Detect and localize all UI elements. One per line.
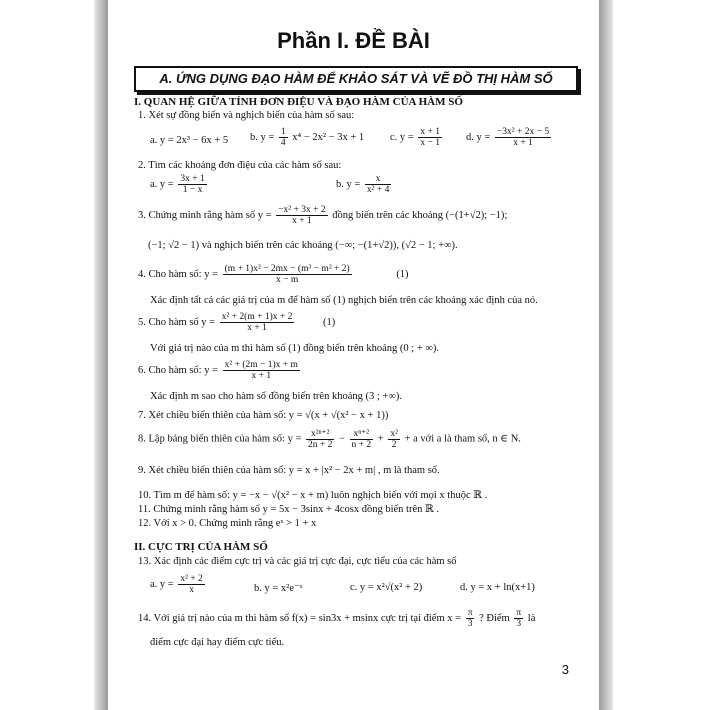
denominator: 3 (516, 619, 522, 629)
exercise-9: 9. Xét chiều biến thiên của hàm số: y = x + |x² − 2x + m| , m là tham số. (138, 465, 440, 476)
exercise-1c-prefix: c. y = (390, 131, 414, 143)
denominator: x² + 4 (366, 185, 390, 195)
numerator: x² (390, 428, 398, 439)
numerator: (m + 1)x² − 2mx − (m³ − m² + 2) (224, 264, 350, 274)
exercise-13a (150, 574, 207, 595)
numerator: x² + (2m − 1)x + m (224, 360, 298, 370)
exercise-3-rest: đồng biến trên các khoảng (−(1+√2); −1); (332, 209, 508, 221)
exercise-5-fraction (220, 312, 295, 333)
exercise-8-fraction-3 (388, 429, 400, 450)
exercise-2a-fraction (178, 174, 206, 195)
exercise-8-prefix: 8. Lập bảng biến thiên của hàm số: y = (138, 433, 302, 445)
heading-extrema: II. CỰC TRỊ CỦA HÀM SỐ (134, 541, 268, 553)
exercise-2b-prefix: b. y = (336, 178, 361, 190)
numerator: 3x + 1 (180, 174, 205, 184)
exercise-13a-fraction (178, 574, 204, 595)
exercise-1: 1. Xét sự đồng biến và nghịch biến của hàm số sau: (138, 110, 355, 121)
exercise-8 (138, 428, 521, 450)
numerator: x² + 2(m + 1)x + 2 (221, 312, 293, 322)
minus-sign: − (339, 433, 345, 445)
exercise-1b (250, 127, 364, 148)
denominator: x − m (276, 275, 299, 285)
exercise-7: 7. Xét chiều biến thiên của hàm số: y = √(x + √(x² − x + 1)) (138, 410, 389, 421)
exercise-14-prefix: 14. Với giá trị nào của m thì hàm số f(x) = sin3x + msinx cực trị tại điểm x = (138, 612, 462, 624)
denominator: 2 (391, 439, 397, 450)
numerator: 1 (280, 127, 286, 137)
exercise-1b-fraction (279, 127, 288, 148)
numerator: −x² + 3x + 2 (278, 205, 326, 215)
exercise-2b (336, 174, 393, 195)
denominator: x + 1 (247, 323, 267, 333)
exercise-4-tag: (1) (396, 268, 409, 280)
exercise-8-fraction-1 (306, 428, 334, 450)
exercise-3-fraction (276, 205, 327, 226)
exercise-11: 11. Chứng minh rằng hàm số y = 5x − 3sinx + 4cosx đồng biến trên ℝ . (138, 504, 439, 515)
part-title: Phần I. ĐỀ BÀI (277, 28, 430, 53)
page-shadow-right (599, 0, 613, 710)
denominator: x (189, 585, 194, 595)
denominator: n + 2 (351, 440, 372, 450)
numerator: x²ⁿ⁺² (306, 428, 334, 440)
exercise-14-rest: là (527, 612, 536, 624)
exercise-14-line2: điểm cực đại hay điểm cực tiểu. (150, 637, 285, 648)
exercise-5-tag: (1) (322, 316, 336, 328)
denominator: 2n + 2 (308, 440, 333, 450)
exercise-14-fraction-1 (466, 608, 475, 629)
exercise-13b: b. y = x²e⁻ˣ (254, 583, 303, 594)
page-number: 3 (561, 662, 569, 677)
exercise-6-fraction (223, 360, 300, 381)
denominator: x + 1 (292, 216, 312, 226)
exercise-4-line2: Xác định tất cả các giá trị của m để hàm số (1) nghịch biến trên các khoảng xác định của nó. (150, 295, 538, 306)
exercise-6 (138, 360, 302, 381)
exercise-3-line2: (−1; √2 − 1) và nghịch biến trên các khoảng (−∞; −(1+√2)), (√2 − 1; +∞). (148, 240, 458, 251)
exercise-1c-fraction (418, 127, 442, 148)
exercise-1d-fraction (495, 127, 551, 148)
exercise-12: 12. Với x > 0. Chứng minh rằng eˣ > 1 + x (138, 518, 317, 529)
exercise-14-fraction-2 (514, 608, 523, 629)
exercise-4-fraction (223, 264, 352, 285)
exercise-3-prefix: 3. Chứng minh rằng hàm số y = (138, 209, 272, 221)
exercise-6-line2: Xác định m sao cho hàm số đồng biến trên khoảng (3 ; +∞). (150, 391, 402, 402)
exercise-2b-fraction (365, 174, 391, 195)
exercise-1b-prefix: b. y = (250, 131, 275, 143)
exercise-14-mid: ? Điểm (479, 612, 510, 624)
exercise-6-prefix: 6. Cho hàm số: y = (138, 364, 219, 376)
exercise-10: 10. Tìm m để hàm số: y = −x − √(x² − x + m) luôn nghịch biến với mọi x thuộc ℝ . (138, 490, 488, 501)
numerator: x + 1 (420, 127, 440, 137)
exercise-8-rest: + a với a là tham số, n ∈ N. (404, 433, 521, 445)
exercise-13c: c. y = x²√(x² + 2) (350, 582, 423, 593)
exercise-4-prefix: 4. Cho hàm số: y = (138, 268, 219, 280)
exercise-13a-prefix: a. y = (150, 578, 174, 590)
exercise-13d: d. y = x + ln(x+1) (460, 582, 535, 593)
denominator: 3 (467, 619, 473, 629)
exercise-1b-rest: x⁴ − 2x² − 3x + 1 (292, 131, 365, 143)
numerator: x (365, 174, 391, 185)
document-page (108, 0, 599, 710)
denominator: 1 − x (182, 185, 203, 195)
denominator: x + 1 (251, 371, 272, 381)
exercise-14 (138, 608, 535, 629)
exercise-4 (138, 264, 409, 285)
exercise-2a-prefix: a. y = (150, 178, 174, 190)
exercise-5-prefix: 5. Cho hàm số y = (138, 316, 216, 328)
numerator: −3x² + 2x − 5 (496, 127, 550, 137)
numerator: π (516, 608, 522, 618)
denominator: 4 (280, 138, 286, 148)
numerator: π (467, 608, 473, 618)
exercise-1d-prefix: d. y = (466, 131, 491, 143)
numerator: x² + 2 (180, 574, 203, 584)
section-banner (134, 66, 578, 92)
exercise-1c (390, 127, 444, 148)
exercise-1d (466, 127, 553, 148)
exercise-13: 13. Xác định các điểm cực trị và các giá trị cực đại, cực tiểu của các hàm số (138, 556, 457, 567)
exercise-3 (138, 205, 507, 226)
exercise-8-fraction-2 (350, 428, 374, 450)
numerator: xⁿ⁺² (350, 428, 374, 440)
denominator: x − 1 (420, 138, 440, 148)
section-banner-text: A. ỨNG DỤNG ĐẠO HÀM ĐỂ KHẢO SÁT VÀ VẼ ĐỒ THỊ HÀM SỐ (159, 71, 553, 86)
heading-monotonicity: I. QUAN HỆ GIỮA TÍNH ĐƠN ĐIỆU VÀ ĐẠO HÀM CỦA HÀM SỐ (134, 96, 463, 108)
exercise-1a: a. y = 2x³ − 6x + 5 (150, 135, 229, 146)
exercise-2: 2. Tìm các khoảng đơn điệu của các hàm số sau: (138, 160, 342, 171)
exercise-5-line2: Với giá trị nào của m thì hàm số (1) đồng biến trên khoảng (0 ; + ∞). (150, 343, 439, 354)
page-shadow-left (94, 0, 108, 710)
exercise-5 (138, 312, 335, 333)
exercise-2a (150, 174, 209, 195)
denominator: x + 1 (513, 138, 533, 148)
plus-sign: + (377, 433, 384, 445)
